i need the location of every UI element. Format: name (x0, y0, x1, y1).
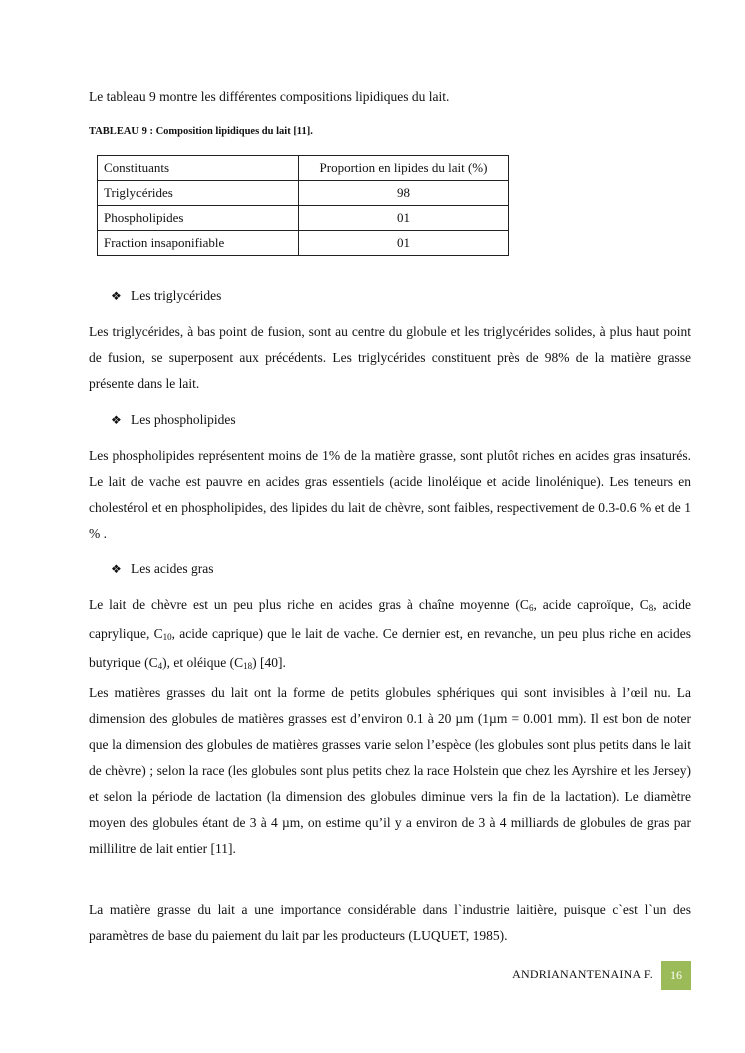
paragraph-acides-gras-1: Le lait de chèvre est un peu plus riche en acides gras à chaîne moyenne ($C_6$, acide caproïque, $C_8$, acide caprylique, $C_{10}$, acide caprique) que le lait de vache. Ce dernier est, en revanche, un peu plus riche en acides butyrique $(C_4)$, et oléique $(C_{18})$ [40]. (89, 597, 692, 671)
page-number-badge: 16 (661, 961, 691, 990)
section-heading-text: Les acides gras (131, 561, 214, 576)
table-row (98, 206, 509, 231)
paragraph-acides-gras-2: Les matières grasses du lait ont la forme de petits globules sphériques qui sont invisibles à l’œil nu. La dimension des globules de matières grasses est d’environ 0.1 à 20 µm (1µm = 0.001 mm). Il est bon de noter que la dimension des globules de matières grasses varie selon l’espèce (les globules sont plus petits dans le lait de chèvre) ; selon la race (les globules sont plus petits chez la race Holstein que chez les Ayrshire et les Jersey) et selon la période de lactation (la dimension des globules diminue vers la fin de la lactation). Le diamètre moyen des globules étant de 3 à 4 µm, on estime qu’il y a environ de 3 à 4 milliards de globules de gras par millilitre de lait entier [11]. (89, 685, 691, 856)
lipid-composition-table (97, 155, 509, 256)
section-heading-phospholipides (111, 411, 236, 429)
paragraph-phospholipides: Les phospholipides représentent moins de 1% de la matière grasse, sont plutôt riches en acides gras insaturés. Le lait de vache est pauvre en acides gras essentiels (acide linoléique et acide linolénique). Les teneurs en cholestérol et en phospholipides, des lipides du lait de chèvre, sont faibles, respectivement de 0.3-0.6 % et de 1 % . (89, 448, 691, 541)
intro-text: Le tableau 9 montre les différentes compositions lipidiques du lait. (89, 89, 450, 104)
table-caption: TABLEAU 9 : Composition lipidiques du lait [11]. (89, 126, 313, 137)
table-row (98, 231, 509, 256)
table-cell: 98 (299, 181, 509, 206)
table-cell: 01 (299, 206, 509, 231)
table-cell: 01 (299, 231, 509, 256)
table-cell: Fraction insaponifiable (98, 231, 299, 256)
section-heading-acides-gras (111, 560, 213, 578)
section-heading-text: Les triglycérides (131, 288, 222, 303)
footer-author: ANDRIANANTENAINA F. (512, 967, 653, 981)
diamond-bullet-icon: ❖ (111, 562, 122, 576)
diamond-bullet-icon: ❖ (111, 289, 122, 303)
table-row (98, 181, 509, 206)
paragraph-acides-gras-3: La matière grasse du lait a une importance considérable dans l`industrie laitière, puisque c`est l`un des paramètres de base du paiement du lait par les producteurs (LUQUET, 1985). (89, 902, 691, 943)
table-cell: Triglycérides (98, 181, 299, 206)
paragraph-triglycerides: Les triglycérides, à bas point de fusion, sont au centre du globule et les triglycérides solides, à plus haut point de fusion, se superposent aux précédents. Les triglycérides constituent près de 98% de la matière grasse présente dans le lait. (89, 324, 691, 391)
table-cell: Phospholipides (98, 206, 299, 231)
section-heading-triglycerides (111, 287, 221, 305)
diamond-bullet-icon: ❖ (111, 413, 122, 427)
table-header-cell: Constituants (98, 156, 299, 181)
section-heading-text: Les phospholipides (131, 412, 236, 427)
table-header-cell: Proportion en lipides du lait (%) (299, 156, 509, 181)
table-header-row (98, 156, 509, 181)
